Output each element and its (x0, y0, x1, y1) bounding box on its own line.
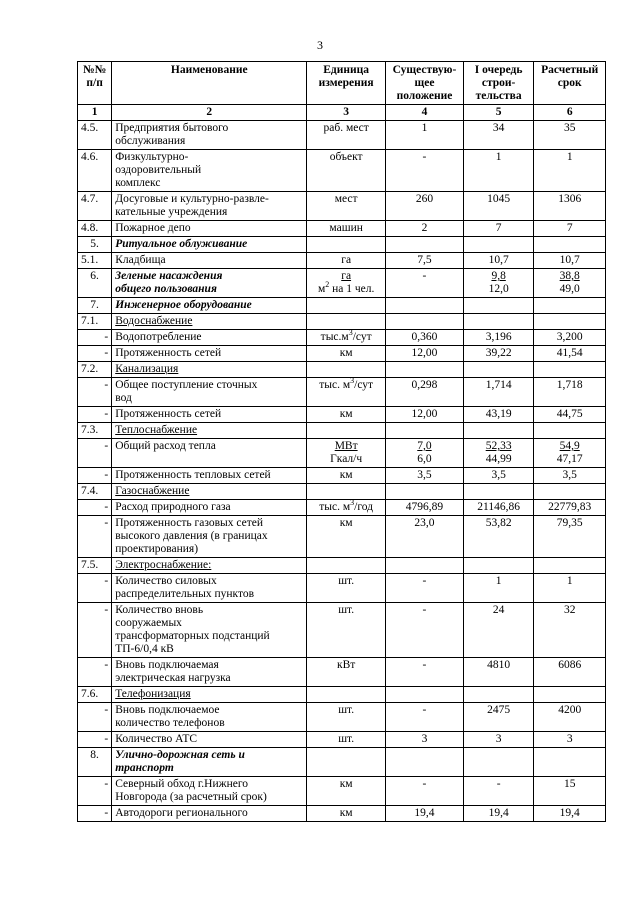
row-unit: мест (307, 192, 386, 221)
table-row (78, 439, 606, 468)
row-unit: км (307, 806, 386, 822)
table-row (78, 603, 606, 658)
table-row (78, 500, 606, 516)
row-name (112, 439, 307, 468)
row-name-line: трансформаторных подстанций (115, 630, 270, 642)
row-current: - (386, 150, 464, 192)
row-name (112, 192, 307, 221)
row-calc (534, 423, 606, 439)
row-calc (534, 237, 606, 253)
row-unit (307, 269, 386, 298)
row-name-line: Общий расход тепла (115, 440, 216, 452)
table-row (78, 732, 606, 748)
unit-sup: 3 (348, 328, 353, 338)
table-row (78, 574, 606, 603)
row-calc: 19,4 (534, 806, 606, 822)
unit-sup: 3 (350, 376, 355, 386)
row-name (112, 732, 307, 748)
table-row (78, 658, 606, 687)
row-name-line: Северный обход г.Нижнего (115, 778, 249, 790)
table-row (78, 192, 606, 221)
unit-suffix: /год (354, 501, 374, 513)
row-number: 7.5. (78, 558, 112, 574)
row-number: 4.7. (78, 192, 112, 221)
row-current: 1 (386, 121, 464, 150)
row-name (112, 658, 307, 687)
row-name-line: Теплоснабжение (115, 424, 198, 436)
row-name-line: Протяженность тепловых сетей (115, 469, 271, 481)
unit-top: МВт (334, 440, 358, 452)
table-row (78, 558, 606, 574)
row-name-line: Телефонизация (115, 688, 191, 700)
row-number: 4.6. (78, 150, 112, 192)
row-name-line: Протяженность газовых сетей (115, 517, 263, 529)
row-calc: 41,54 (534, 346, 606, 362)
row-stage1: 24 (463, 603, 534, 658)
row-calc: 79,35 (534, 516, 606, 558)
row-name-line: Досуговые и культурно-развле- (115, 193, 269, 205)
row-name-line: обслуживания (115, 135, 186, 147)
row-name (112, 330, 307, 346)
row-current: 0,360 (386, 330, 464, 346)
row-current: - (386, 574, 464, 603)
row-current: - (386, 603, 464, 658)
row-name (112, 574, 307, 603)
row-stage1: 2475 (463, 703, 534, 732)
row-name-line: высокого давления (в границах (115, 530, 268, 542)
row-unit (307, 314, 386, 330)
row-name (112, 221, 307, 237)
row-name (112, 378, 307, 407)
row-stage1: 39,22 (463, 346, 534, 362)
row-name-line: Электроснабжение: (115, 559, 212, 571)
row-name-line: Газоснабжение (115, 485, 190, 497)
row-name (112, 269, 307, 298)
row-number: 5. (78, 237, 112, 253)
row-number: - (78, 407, 112, 423)
row-unit: раб. мест (307, 121, 386, 150)
table-row (78, 150, 606, 192)
row-name-line: распределительных пунктов (115, 588, 255, 600)
header-number: №№ п/п (78, 62, 112, 105)
row-name (112, 687, 307, 703)
column-number: 4 (386, 105, 464, 121)
row-stage1: 53,82 (463, 516, 534, 558)
row-current (386, 687, 464, 703)
row-name (112, 150, 307, 192)
row-unit: шт. (307, 732, 386, 748)
row-name (112, 603, 307, 658)
row-unit (307, 500, 386, 516)
row-calc: 3,200 (534, 330, 606, 346)
row-number: 8. (78, 748, 112, 777)
table-row (78, 687, 606, 703)
column-number: 6 (534, 105, 606, 121)
row-unit (307, 330, 386, 346)
row-number: - (78, 500, 112, 516)
row-stage1 (463, 558, 534, 574)
row-current: 23,0 (386, 516, 464, 558)
row-stage1: 10,7 (463, 253, 534, 269)
table-row (78, 748, 606, 777)
row-calc (534, 687, 606, 703)
row-name (112, 703, 307, 732)
row-name-line: Количество силовых (115, 575, 217, 587)
row-calc (534, 484, 606, 500)
row-stage1: - (463, 777, 534, 806)
row-calc: 3,5 (534, 468, 606, 484)
row-calc: 7 (534, 221, 606, 237)
table-row (78, 314, 606, 330)
row-name-line: кательные учреждения (115, 206, 228, 218)
row-name (112, 314, 307, 330)
row-stage1: 1 (463, 150, 534, 192)
row-name-line: ТП-6/0,4 кВ (115, 643, 174, 655)
row-stage1: 3,5 (463, 468, 534, 484)
row-name (112, 362, 307, 378)
row-name (112, 253, 307, 269)
row-calc: 1,718 (534, 378, 606, 407)
row-name-line: Количество вновь (115, 604, 204, 616)
row-name-line: Расход природного газа (115, 501, 231, 513)
table-row (78, 237, 606, 253)
row-name-line: сооружаемых (115, 617, 182, 629)
unit-suffix: /сут (352, 331, 372, 343)
row-name-line: Количество АТС (115, 733, 198, 745)
row-unit: объект (307, 150, 386, 192)
row-name-line: Автодороги регионального (115, 807, 248, 819)
row-current: 2 (386, 221, 464, 237)
row-name-line: Ритуальное облуживание (115, 238, 248, 250)
row-name-line: Водоснабжение (115, 315, 193, 327)
table-row (78, 806, 606, 822)
header-stage1: I очередь строи- тельства (463, 62, 534, 105)
value-top: 54,9 (559, 440, 580, 452)
row-name-line: Канализация (115, 363, 179, 375)
row-stage1: 3 (463, 732, 534, 748)
column-number: 2 (112, 105, 307, 121)
row-number: 7.1. (78, 314, 112, 330)
value-top: 38,8 (559, 270, 580, 282)
row-stage1: 19,4 (463, 806, 534, 822)
row-unit (307, 484, 386, 500)
row-current (386, 314, 464, 330)
row-number: 7.6. (78, 687, 112, 703)
indicators-table (77, 61, 606, 822)
value-top: 9,8 (491, 270, 506, 282)
row-name-line: Общее поступление сточных (115, 379, 258, 391)
row-number: - (78, 732, 112, 748)
row-unit (307, 687, 386, 703)
row-number: 4.8. (78, 221, 112, 237)
table-row (78, 516, 606, 558)
row-name-line: общего пользования (115, 283, 217, 295)
row-calc: 1306 (534, 192, 606, 221)
row-unit: км (307, 346, 386, 362)
row-number: 7.2. (78, 362, 112, 378)
row-stage1 (463, 484, 534, 500)
row-unit (307, 298, 386, 314)
table-row (78, 330, 606, 346)
row-calc: 15 (534, 777, 606, 806)
row-calc (534, 362, 606, 378)
row-unit (307, 748, 386, 777)
row-current (386, 484, 464, 500)
row-number: - (78, 439, 112, 468)
unit-prefix: тыс.м (320, 331, 349, 343)
table-row (78, 269, 606, 298)
row-name-line: количество телефонов (115, 717, 225, 729)
unit-sup: 3 (350, 498, 355, 508)
row-unit: шт. (307, 703, 386, 732)
row-calc: 32 (534, 603, 606, 658)
row-stage1: 1,714 (463, 378, 534, 407)
row-name-line: Протяженность сетей (115, 347, 222, 359)
row-calc (534, 748, 606, 777)
row-calc: 10,7 (534, 253, 606, 269)
row-current: 19,4 (386, 806, 464, 822)
header-row (78, 62, 606, 105)
row-stage1: 3,196 (463, 330, 534, 346)
row-calc: 22779,83 (534, 500, 606, 516)
row-calc (534, 314, 606, 330)
row-calc: 35 (534, 121, 606, 150)
unit-prefix: тыс. м (319, 379, 351, 391)
row-current: 12,00 (386, 346, 464, 362)
row-stage1 (463, 298, 534, 314)
row-number: 5.1. (78, 253, 112, 269)
table-row (78, 407, 606, 423)
table-row (78, 121, 606, 150)
row-stage1 (463, 237, 534, 253)
row-unit (307, 362, 386, 378)
row-number: - (78, 703, 112, 732)
row-name (112, 298, 307, 314)
row-calc: 1 (534, 150, 606, 192)
row-name (112, 806, 307, 822)
value-top: 7,0 (417, 440, 432, 452)
row-number: - (78, 378, 112, 407)
row-stage1: 34 (463, 121, 534, 150)
page-number: 3 (317, 38, 323, 52)
row-name (112, 346, 307, 362)
row-stage1 (463, 687, 534, 703)
value-top: 52,33 (485, 440, 512, 452)
row-name (112, 484, 307, 500)
value-bottom: 6,0 (417, 453, 432, 465)
table-row (78, 777, 606, 806)
table-row (78, 253, 606, 269)
row-calc (534, 558, 606, 574)
row-stage1: 1 (463, 574, 534, 603)
row-current: 4796,89 (386, 500, 464, 516)
row-name-line: Новгорода (за расчетный срок) (115, 791, 267, 803)
row-stage1 (463, 314, 534, 330)
row-stage1: 21146,86 (463, 500, 534, 516)
row-name (112, 237, 307, 253)
row-current: 12,00 (386, 407, 464, 423)
table-row (78, 484, 606, 500)
row-calc: 44,75 (534, 407, 606, 423)
row-name-line: Водопотребление (115, 331, 202, 343)
unit-bottom (310, 280, 382, 296)
row-unit: шт. (307, 574, 386, 603)
row-unit: машин (307, 221, 386, 237)
row-stage1 (463, 362, 534, 378)
table-row (78, 221, 606, 237)
row-current (386, 237, 464, 253)
row-unit (307, 439, 386, 468)
row-number: - (78, 346, 112, 362)
row-number: 7. (78, 298, 112, 314)
row-name (112, 516, 307, 558)
row-name (112, 558, 307, 574)
row-unit (307, 237, 386, 253)
value-bottom: 47,17 (556, 453, 583, 465)
row-current (386, 298, 464, 314)
row-unit (307, 378, 386, 407)
row-name-line: Вновь подключаемое (115, 704, 220, 716)
row-name-line: Протяженность сетей (115, 408, 222, 420)
row-unit: га (307, 253, 386, 269)
row-name-line: Физкультурно- (115, 151, 189, 163)
row-name-line: Вновь подключаемая (115, 659, 219, 671)
unit-top: га (341, 270, 352, 282)
row-name-line: комплекс (115, 177, 161, 189)
row-calc: 3 (534, 732, 606, 748)
row-name-line: Инженерное оборудование (115, 299, 252, 311)
row-name-line: Улично-дорожная сеть и (115, 749, 245, 761)
row-stage1: 4810 (463, 658, 534, 687)
row-number: 7.3. (78, 423, 112, 439)
row-calc: 1 (534, 574, 606, 603)
unit-prefix: м (317, 283, 326, 295)
row-current: 0,298 (386, 378, 464, 407)
value-bottom: 44,99 (485, 453, 512, 465)
unit-sup: 2 (325, 280, 330, 290)
row-calc: 4200 (534, 703, 606, 732)
unit-bottom: Гкал/ч (330, 453, 363, 465)
column-number: 3 (307, 105, 386, 121)
row-name-line: Кладбища (115, 254, 166, 266)
table-row (78, 378, 606, 407)
table-row (78, 703, 606, 732)
row-name-line: Предприятия бытового (115, 122, 229, 134)
row-current (386, 362, 464, 378)
row-number: 6. (78, 269, 112, 298)
row-calc (534, 439, 606, 468)
row-unit: шт. (307, 603, 386, 658)
row-name-line: оздоровительный (115, 164, 202, 176)
row-name (112, 423, 307, 439)
row-stage1 (463, 269, 534, 298)
row-current: - (386, 703, 464, 732)
row-calc: 6086 (534, 658, 606, 687)
unit-suffix: на 1 чел. (332, 283, 375, 295)
row-name (112, 468, 307, 484)
row-current: - (386, 658, 464, 687)
header-unit: Единица измерения (307, 62, 386, 105)
table-row (78, 423, 606, 439)
row-name (112, 407, 307, 423)
row-unit (307, 558, 386, 574)
table-row (78, 298, 606, 314)
header-current: Существую- щее положение (386, 62, 464, 105)
row-name (112, 121, 307, 150)
row-unit: км (307, 407, 386, 423)
row-name (112, 748, 307, 777)
row-current: - (386, 269, 464, 298)
row-current: 260 (386, 192, 464, 221)
row-number: - (78, 468, 112, 484)
row-current: - (386, 777, 464, 806)
row-name-line: проектирования) (115, 543, 199, 555)
column-number-row (78, 105, 606, 121)
row-number: 4.5. (78, 121, 112, 150)
row-name-line: вод (115, 392, 132, 404)
value-bottom: 49,0 (559, 283, 580, 295)
header-name: Наименование (112, 62, 307, 105)
row-current: 3,5 (386, 468, 464, 484)
row-current: 7,5 (386, 253, 464, 269)
row-unit: км (307, 468, 386, 484)
row-number: 7.4. (78, 484, 112, 500)
row-name-line: Пожарное депо (115, 222, 191, 234)
row-current (386, 558, 464, 574)
row-name (112, 500, 307, 516)
row-stage1: 1045 (463, 192, 534, 221)
row-name-line: транспорт (115, 762, 174, 774)
row-number: - (78, 516, 112, 558)
row-stage1 (463, 439, 534, 468)
row-number: - (78, 574, 112, 603)
row-unit (307, 423, 386, 439)
column-number: 5 (463, 105, 534, 121)
row-number: - (78, 777, 112, 806)
row-stage1: 43,19 (463, 407, 534, 423)
row-name-line: Зеленые насаждения (115, 270, 223, 282)
unit-suffix: /сут (354, 379, 374, 391)
table-row (78, 346, 606, 362)
unit-prefix: тыс. м (319, 501, 351, 513)
row-number: - (78, 658, 112, 687)
row-unit: кВт (307, 658, 386, 687)
row-name (112, 777, 307, 806)
row-calc (534, 298, 606, 314)
row-name-line: электрическая нагрузка (115, 672, 231, 684)
value-bottom: 12,0 (488, 283, 509, 295)
row-stage1 (463, 423, 534, 439)
row-stage1 (463, 748, 534, 777)
row-current (386, 748, 464, 777)
row-stage1: 7 (463, 221, 534, 237)
header-calc: Расчетный срок (534, 62, 606, 105)
row-calc (534, 269, 606, 298)
table-row (78, 468, 606, 484)
row-number: - (78, 603, 112, 658)
row-unit: км (307, 516, 386, 558)
row-current (386, 423, 464, 439)
row-number: - (78, 806, 112, 822)
table-row (78, 362, 606, 378)
row-number: - (78, 330, 112, 346)
row-current (386, 439, 464, 468)
column-number: 1 (78, 105, 112, 121)
row-current: 3 (386, 732, 464, 748)
row-unit: км (307, 777, 386, 806)
